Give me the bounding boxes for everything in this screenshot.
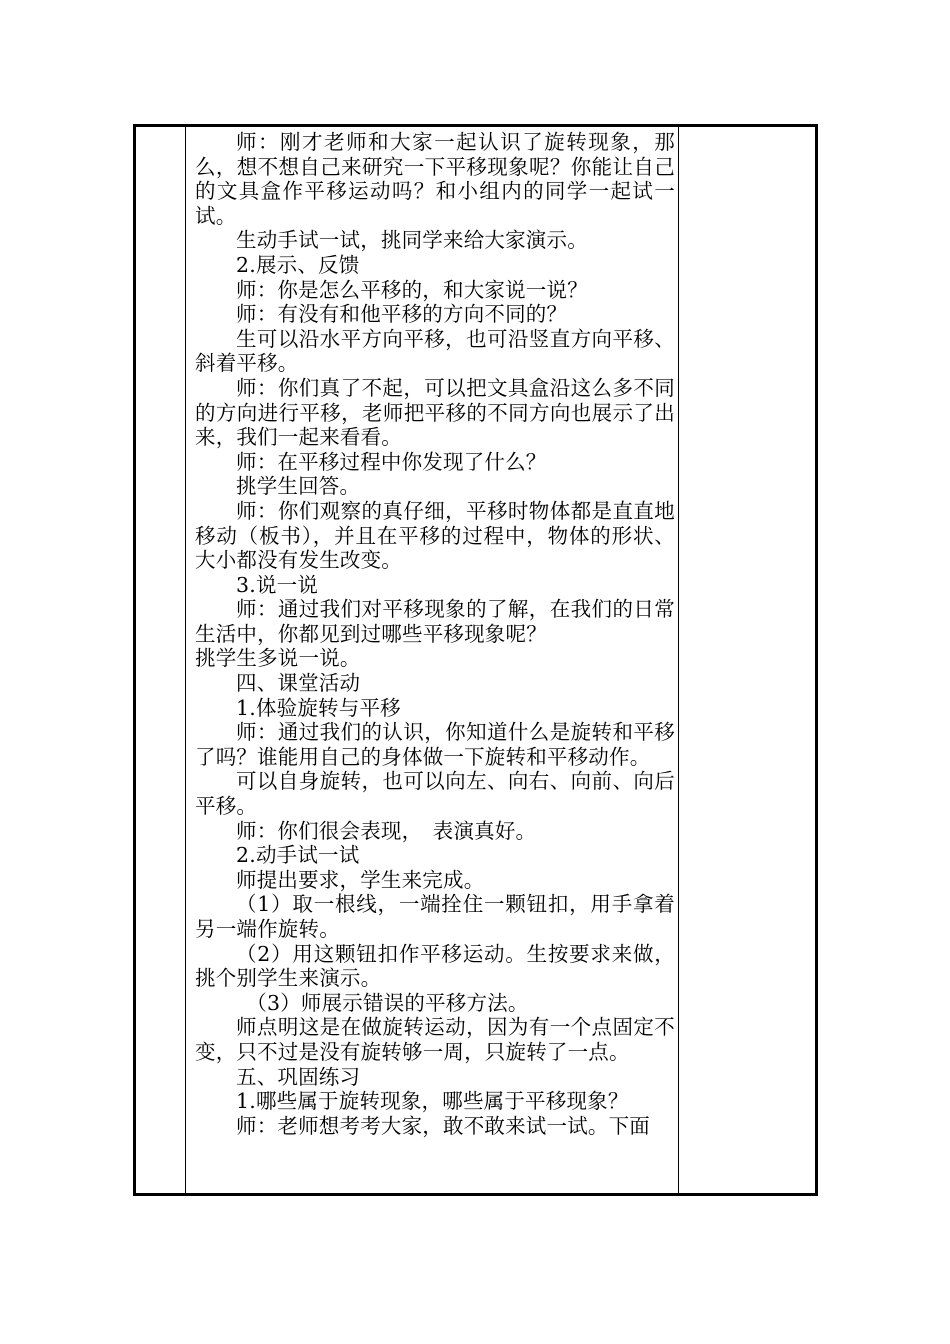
paragraph: 挑学生回答。 (236, 474, 361, 499)
paragraph: 师：你是怎么平移的，和大家说一说？ (236, 277, 588, 302)
paragraph: 师：有没有和他平移的方向不同的？ (236, 302, 568, 327)
paragraph: 师：你们很会表现， 表演真好。 (236, 818, 537, 843)
paragraph: 师：你们观察的真仔细，平移时物体都是直直地移动（板书），并且在平移的过程中，物体的形状、大小都没有发生改变。 (195, 498, 675, 573)
paragraph: 2.展示、反馈 (236, 252, 360, 277)
paragraph: 师：刚才老师和大家一起认识了旋转现象，那么，想不想自己来研究一下平移现象呢？你能让自己的文具盒作平移运动吗？和小组内的同学一起试一试。 (195, 130, 675, 228)
paragraph: 3.说一说 (236, 572, 319, 597)
paragraph: 1.哪些属于旋转现象，哪些属于平移现象？ (236, 1089, 629, 1114)
paragraph: 师：通过我们对平移现象的了解，在我们的日常生活中，你都见到过哪些平移现象呢？ (195, 597, 675, 646)
paragraph: 生可以沿水平方向平移，也可沿竖直方向平移、斜着平移。 (195, 326, 675, 376)
paragraph: 师：通过我们的认识，你知道什么是旋转和平移了吗？谁能用自己的身体做一下旋转和平移动作。 (195, 720, 675, 769)
paragraph: 师：老师想考考大家，敢不敢来试一试。下面 (236, 1113, 650, 1138)
paragraph: 师点明这是在做旋转运动，因为有一个点固定不变，只不过是没有旋转够一周，只旋转了一点。 (195, 1015, 675, 1064)
paragraph: 1.体验旋转与平移 (236, 695, 401, 720)
paragraph: 生动手试一试，挑同学来给大家演示。 (236, 228, 588, 253)
left-column-cell (136, 127, 186, 1193)
paragraph: 师：你们真了不起，可以把文具盒沿这么多不同的方向进行平移，老师把平移的不同方向也展示了出来，我们一起来看看。 (195, 375, 675, 450)
paragraph: 师提出要求，学生来完成。 (236, 867, 485, 892)
paragraph: 师：在平移过程中你发现了什么？ (236, 449, 547, 474)
paragraph: （1）取一根线，一端拴住一颗钮扣，用手拿着另一端作旋转。 (195, 892, 675, 941)
paragraph: （3）师展示错误的平移方法。 (246, 990, 529, 1015)
right-column-cell (679, 127, 815, 1193)
main-content-cell (186, 127, 679, 1193)
paragraph: 可以自身旋转，也可以向左、向右、向前、向后平移。 (195, 769, 675, 819)
section-heading: 五、巩固练习 (236, 1064, 361, 1089)
section-heading: 四、课堂活动 (236, 671, 361, 696)
paragraph: 挑学生多说一说。 (195, 646, 361, 671)
lesson-plan-table (133, 124, 818, 1196)
paragraph: （2）用这颗钮扣作平移运动。生按要求来做，挑个别学生来演示。 (195, 941, 675, 991)
paragraph: 2.动手试一试 (236, 843, 360, 868)
